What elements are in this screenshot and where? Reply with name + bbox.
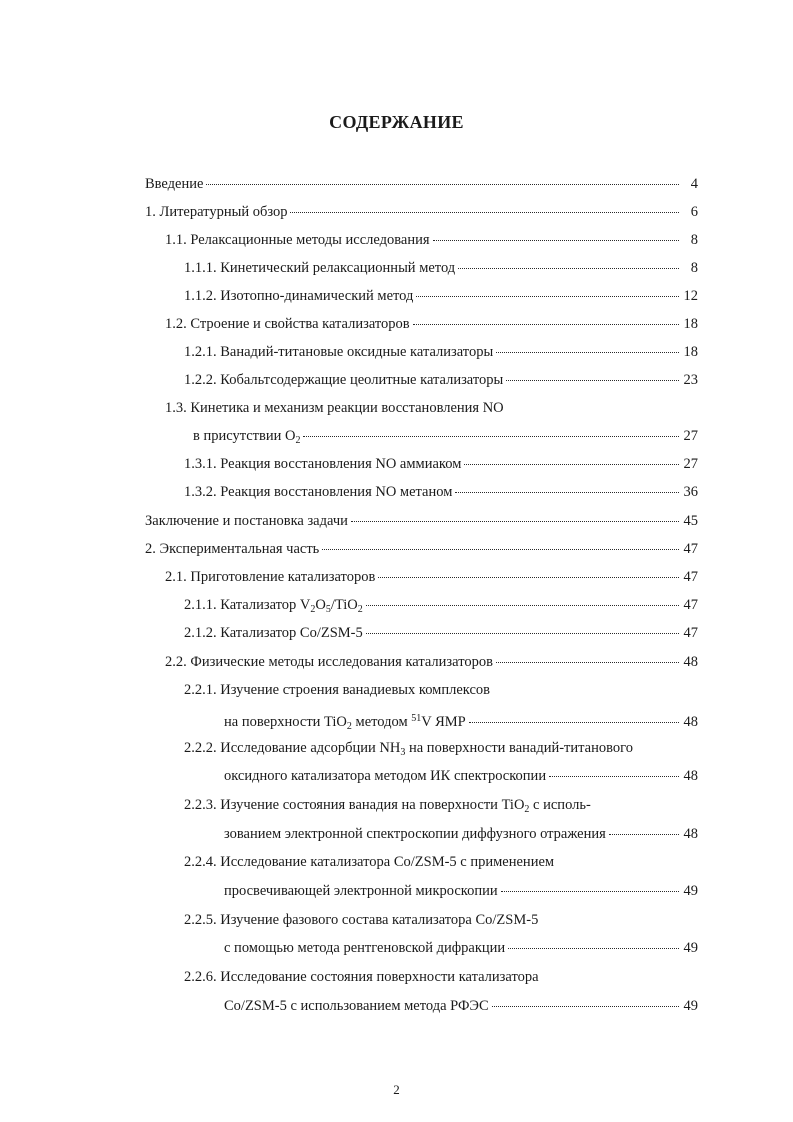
toc-page: 36	[683, 484, 698, 500]
toc-leader	[206, 172, 679, 185]
toc-leader	[508, 936, 679, 949]
toc-entry	[184, 591, 698, 619]
toc-entry-text: оксидного катализатора методом ИК спектроскопии	[224, 768, 547, 784]
toc-leader	[609, 822, 679, 835]
toc-page: 49	[683, 883, 698, 899]
toc-entry-text: в присутствии $O_2$	[193, 428, 301, 446]
toc-page: 47	[683, 597, 698, 613]
toc-entry	[184, 282, 698, 310]
toc-entry-text: 2.2.5. Изучение фазового состава катализатора Co/ZSM-5	[184, 912, 539, 928]
toc-entry-text: 2.1. Приготовление катализаторов	[165, 569, 376, 585]
toc-page: 48	[683, 714, 698, 730]
toc-entry-text: зованием электронной спектроскопии диффузного отражения	[224, 826, 606, 842]
toc-page: 48	[683, 768, 698, 784]
toc-entry	[184, 254, 698, 282]
toc-entry-text: 1.2.1. Ванадий-титановые оксидные катализаторы	[184, 344, 494, 360]
toc-page: 23	[683, 372, 698, 388]
toc-page: 6	[690, 204, 698, 220]
toc-entry-text: 1.1. Релаксационные методы исследования	[165, 232, 430, 248]
toc-entry-text: с помощью метода рентгеновской дифракции	[224, 940, 506, 956]
toc-entry-text: 1.3.1. Реакция восстановления NO аммиаком	[184, 456, 462, 472]
toc-leader	[501, 879, 679, 892]
toc-entry	[224, 762, 698, 790]
toc-entry	[184, 906, 698, 934]
toc-leader	[464, 452, 679, 465]
toc-page: 27	[683, 456, 698, 472]
toc-entry-text: Заключение и постановка задачи	[145, 513, 348, 529]
toc-entry	[224, 934, 698, 962]
toc-leader	[458, 256, 679, 269]
toc-entry	[224, 992, 698, 1020]
toc-leader	[433, 228, 679, 241]
toc-leader	[413, 312, 679, 325]
toc-page: 48	[683, 654, 698, 670]
page-title: СОДЕРЖАНИЕ	[329, 112, 464, 132]
toc-entry	[184, 366, 698, 394]
toc-entry-text: 1.3. Кинетика и механизм реакции восстановления NO	[165, 400, 504, 416]
toc-entry	[184, 963, 698, 991]
toc-entry-text: 1.1.1. Кинетический релаксационный метод	[184, 260, 456, 276]
toc-entry-text: просвечивающей электронной микроскопии	[224, 883, 498, 899]
toc-page: 27	[683, 428, 698, 444]
toc-entry	[145, 535, 698, 563]
toc-entry-text: 2.2. Физические методы исследования катализаторов	[165, 654, 493, 670]
toc-entry-text: 2.2.4. Исследование катализатора Co/ZSM-5 с применением	[184, 854, 555, 870]
toc-entry-text: 1.3.2. Реакция восстановления NO метаном	[184, 484, 453, 500]
toc-entry-text: 2.2.1. Изучение строения ванадиевых комплексов	[184, 682, 491, 698]
toc-entry	[224, 705, 698, 733]
toc-entry-text: 2.1.2. Катализатор Co/ZSM-5	[184, 625, 363, 641]
toc-page: 49	[683, 940, 698, 956]
toc-page: 12	[683, 288, 698, 304]
toc-entry-text: 1.1.2. Изотопно-динамический метод	[184, 288, 414, 304]
toc-entry	[184, 450, 698, 478]
toc-entry	[165, 563, 698, 591]
toc-page: 18	[683, 344, 698, 360]
toc-leader	[416, 284, 679, 297]
toc-page: 48	[683, 826, 698, 842]
toc-page: 45	[683, 513, 698, 529]
page-number: 2	[393, 1082, 400, 1097]
toc-leader	[496, 650, 679, 663]
toc-page: 47	[683, 625, 698, 641]
toc-entry	[145, 507, 698, 535]
toc-leader	[322, 537, 679, 550]
toc-entry	[165, 648, 698, 676]
toc-leader	[290, 200, 679, 213]
toc-entry	[184, 734, 698, 762]
toc-leader	[469, 710, 679, 723]
toc-entry	[184, 478, 698, 506]
toc-entry	[193, 422, 698, 450]
toc-entry-text: 1. Литературный обзор	[145, 204, 288, 220]
toc-leader	[366, 593, 679, 606]
toc-leader	[455, 480, 679, 493]
toc-entry-text: 2.2.6. Исследование состояния поверхности катализатора	[184, 969, 539, 985]
toc-entry	[165, 310, 698, 338]
toc-entry	[145, 170, 698, 198]
toc-entry	[184, 676, 698, 704]
toc-page: 47	[683, 569, 698, 585]
toc-entry-text: на поверхности TiO$_2$ методом $^{51}$V ЯМР	[224, 713, 466, 732]
toc-page: 8	[690, 232, 698, 248]
toc-entry	[224, 820, 698, 848]
toc-entry	[145, 198, 698, 226]
toc-leader	[378, 565, 679, 578]
toc-leader	[549, 764, 679, 777]
toc-entry	[184, 791, 698, 819]
toc-leader	[351, 509, 679, 522]
toc-entry	[165, 226, 698, 254]
toc-entry-text: Co/ZSM-5 с использованием метода РФЭС	[224, 998, 489, 1014]
toc-leader	[496, 340, 679, 353]
toc-page: 49	[683, 998, 698, 1014]
toc-entry-text: 2.2.2. Исследование адсорбции $NH_3$ на поверхности ванадий-титанового	[184, 740, 633, 758]
toc-entry-text: Введение	[145, 176, 204, 192]
toc-entry	[224, 877, 698, 905]
toc-entry	[184, 619, 698, 647]
toc-page: 18	[683, 316, 698, 332]
toc-entry	[184, 848, 698, 876]
toc-entry-text: 1.2.2. Кобальтсодержащие цеолитные катализаторы	[184, 372, 504, 388]
toc-leader	[366, 621, 679, 634]
toc-leader	[506, 368, 679, 381]
toc-page: 4	[690, 176, 698, 192]
toc-page: 8	[690, 260, 698, 276]
toc-entry-text: 2.1.1. Катализатор $V_2O_5/TiO_2$	[184, 597, 363, 615]
toc-entry-text: 1.2. Строение и свойства катализаторов	[165, 316, 410, 332]
toc-leader	[303, 424, 679, 437]
toc-page: 47	[683, 541, 698, 557]
toc-leader	[492, 994, 679, 1007]
toc-entry-text: 2.2.3. Изучение состояния ванадия на поверхности TiO$_2$ с исполь-	[184, 797, 591, 815]
toc-entry	[184, 338, 698, 366]
toc-entry-text: 2. Экспериментальная часть	[145, 541, 320, 557]
toc-entry	[165, 394, 698, 422]
